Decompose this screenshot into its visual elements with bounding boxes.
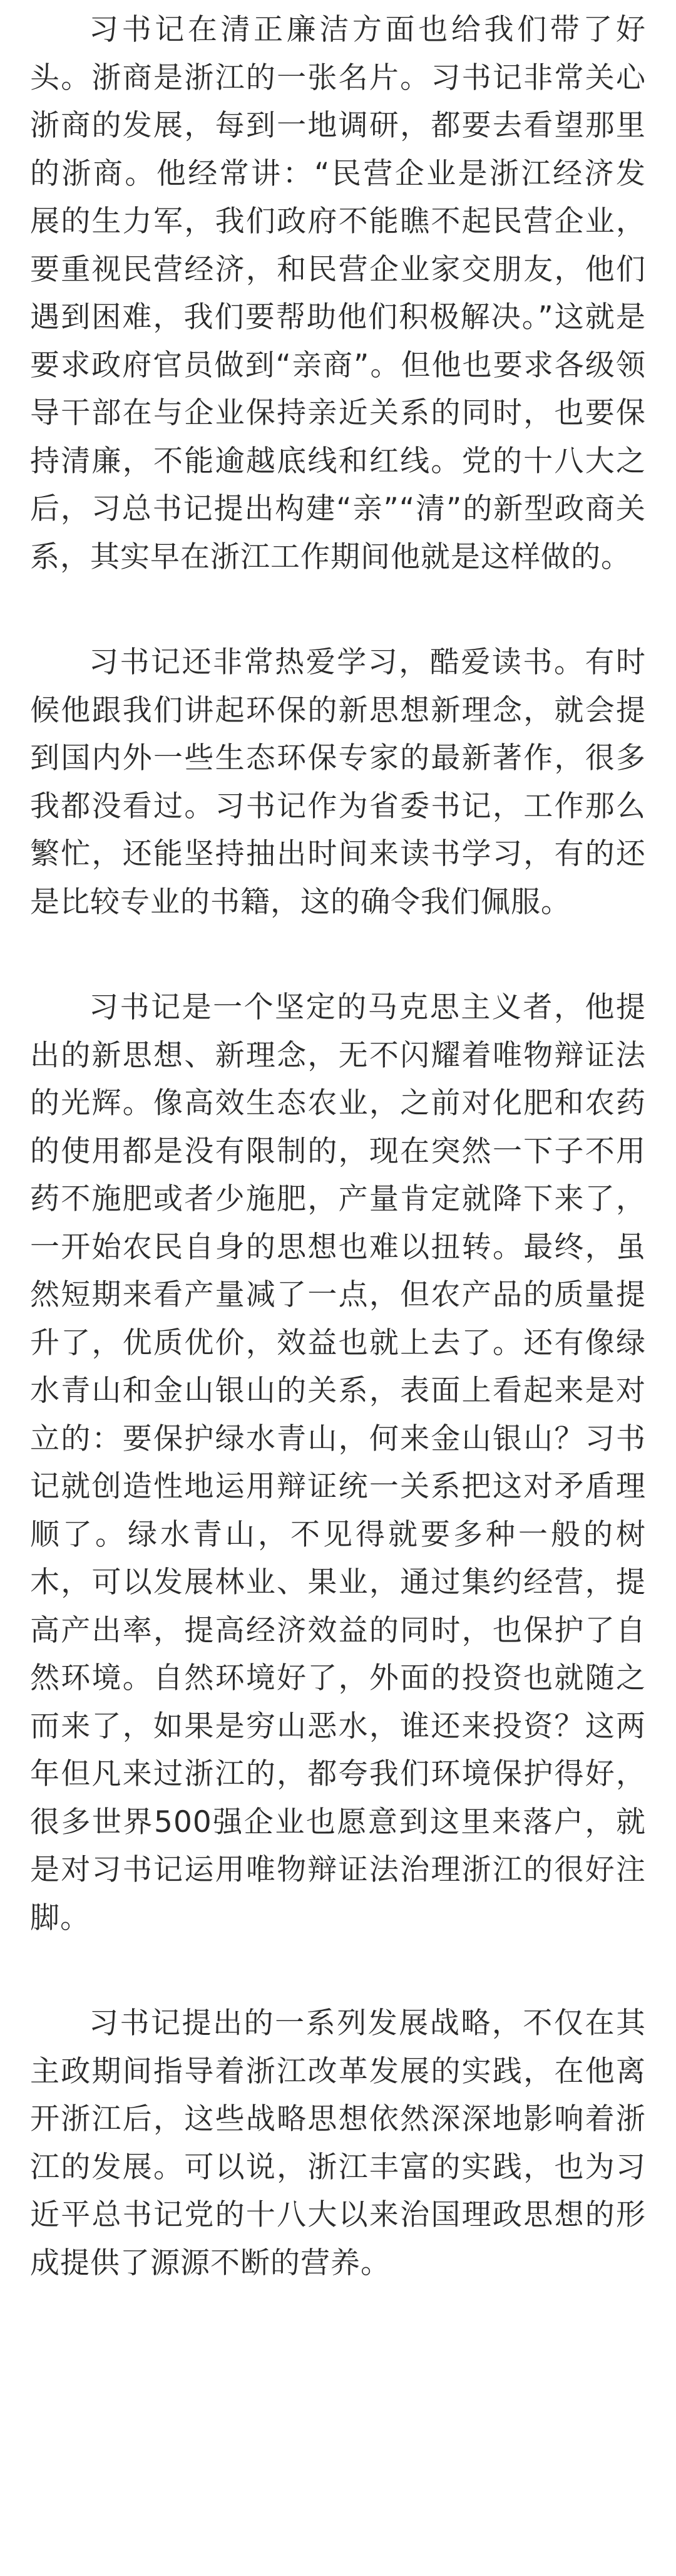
paragraph-strategy: 习书记提出的一系列发展战略，不仅在其主政期间指导着浙江改革发展的实践，在他离开浙江后，这些战略思想依然深深地影响着浙江的发展。可以说，浙江丰富的实践，也为习近平总书记党的十八大以来治国理政思想的形成提供了源源不断的营养。 bbox=[30, 2006, 646, 2280]
paragraph-dialectics: 习书记是一个坚定的马克思主义者，他提出的新思想、新理念，无不闪耀着唯物辩证法的光辉。像高效生态农业，之前对化肥和农药的使用都是没有限制的，现在突然一下子不用药不施肥或者少施肥，产量肯定就降下来了，一开始农民自身的思想也难以扭转。最终，虽然短期来看产量减了一点，但农产品的质量提升了，优质优价，效益也就上去了。还有像绿水青山和金山银山的关系，表面上看起来是对立的：要保护绿水青山，何来金山银山？习书记就创造性地运用辩证统一关系把这对矛盾理顺了。绿水青山，不见得就要多种一般的树木，可以发展林业、果业，通过集约经营，提高产出率，提高经济效益的同时，也保护了自然环境。自然环境好了，外面的投资也就随之而来了，如果是穷山恶水，谁还来投资？这两年但凡来过浙江的，都夸我们环境保护得好，很多世界500强企业也愿意到这里来落户，就是对习书记运用唯物辩证法治理浙江的很好注脚。 bbox=[30, 990, 646, 1935]
paragraph-study: 习书记还非常热爱学习，酷爱读书。有时候他跟我们讲起环保的新思想新理念，就会提到国内外一些生态环保专家的最新著作，很多我都没看过。习书记作为省委书记，工作那么繁忙，还能坚持抽出时间来读书学习，有的还是比较专业的书籍，这的确令我们佩服。 bbox=[30, 645, 646, 919]
paragraph-integrity: 习书记在清正廉洁方面也给我们带了好头。浙商是浙江的一张名片。习书记非常关心浙商的发展，每到一地调研，都要去看望那里的浙商。他经常讲：“民营企业是浙江经济发展的生力军，我们政府不能瞧不起民营企业，要重视民营经济，和民营企业家交朋友，他们遇到困难，我们要帮助他们积极解决。”这就是要求政府官员做到“亲商”。但他也要求各级领导干部在与企业保持亲近关系的同时，也要保持清廉，不能逾越底线和红线。党的十八大之后，习总书记提出构建“亲”“清”的新型政商关系，其实早在浙江工作期间他就是这样做的。 bbox=[30, 13, 646, 574]
